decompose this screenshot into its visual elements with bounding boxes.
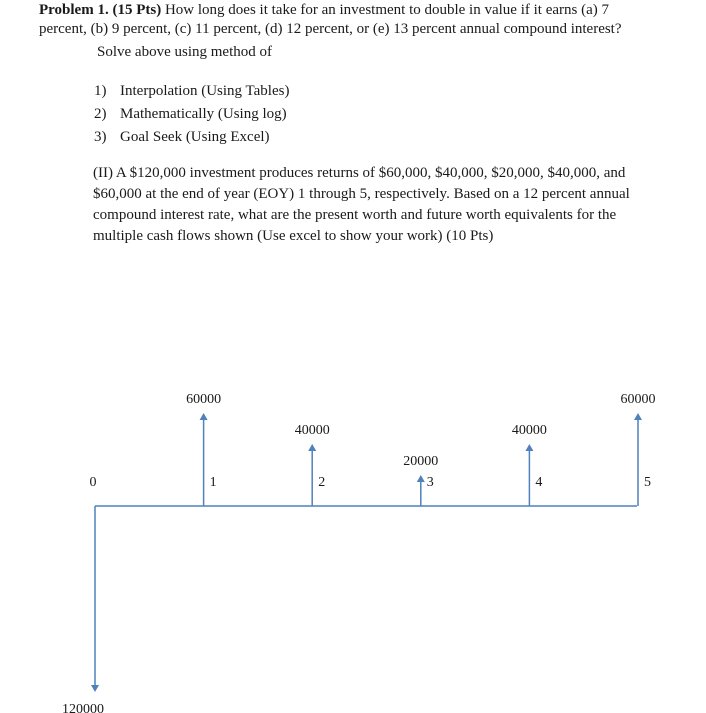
problem-2-line-1: (II) A $120,000 investment produces returns of $60,000, $40,000, $20,000, $40,000, and: [93, 165, 626, 181]
method-number: 2): [94, 106, 107, 122]
problem-2-line-4: multiple cash flows shown (Use excel to show your work) (10 Pts): [93, 228, 494, 244]
arrow-head: [91, 685, 99, 692]
arrow-head: [525, 444, 533, 451]
cash-flow-value-label: 60000: [186, 392, 222, 407]
solve-prompt: Solve above using method of: [97, 44, 272, 60]
arrow-head: [417, 475, 425, 482]
method-label: Interpolation (Using Tables): [120, 83, 290, 99]
cash-flow-value-label: 20000: [403, 454, 439, 469]
problem-1-text-line-2: percent, (b) 9 percent, (c) 11 percent, (d) 12 percent, or (e) 13 percent annual compound interest?: [39, 21, 622, 37]
cash-flow-marks: [62, 392, 656, 713]
arrow-head: [308, 444, 316, 451]
problem-1-text-line-1: How long does it take for an investment to double in value if it earns (a) 7: [161, 2, 610, 18]
method-label: Mathematically (Using log): [120, 106, 287, 122]
method-number: 1): [94, 83, 107, 99]
period-label: 2: [318, 475, 326, 490]
cash-flow-value-label: 40000: [294, 423, 330, 438]
period-label: 5: [644, 475, 651, 490]
cash-flow-value-label: 60000: [620, 392, 656, 407]
period-label: 1: [209, 475, 217, 490]
method-number: 3): [94, 129, 107, 145]
cash-flow-value-label: 120000: [62, 702, 104, 713]
arrow-head: [634, 413, 642, 420]
period-label: 0: [89, 475, 97, 490]
problem-1-heading: Problem 1. (15 Pts): [39, 2, 162, 18]
problem-2-line-3: compound interest rate, what are the present worth and future worth equivalents for the: [93, 207, 617, 223]
method-label: Goal Seek (Using Excel): [120, 129, 270, 145]
cash-flow-value-label: 40000: [511, 423, 547, 438]
period-label: 3: [426, 475, 434, 490]
period-label: 4: [535, 475, 543, 490]
arrow-head: [200, 413, 208, 420]
problem-2-line-2: $60,000 at the end of year (EOY) 1 through 5, respectively. Based on a 12 percent annual: [93, 186, 630, 202]
